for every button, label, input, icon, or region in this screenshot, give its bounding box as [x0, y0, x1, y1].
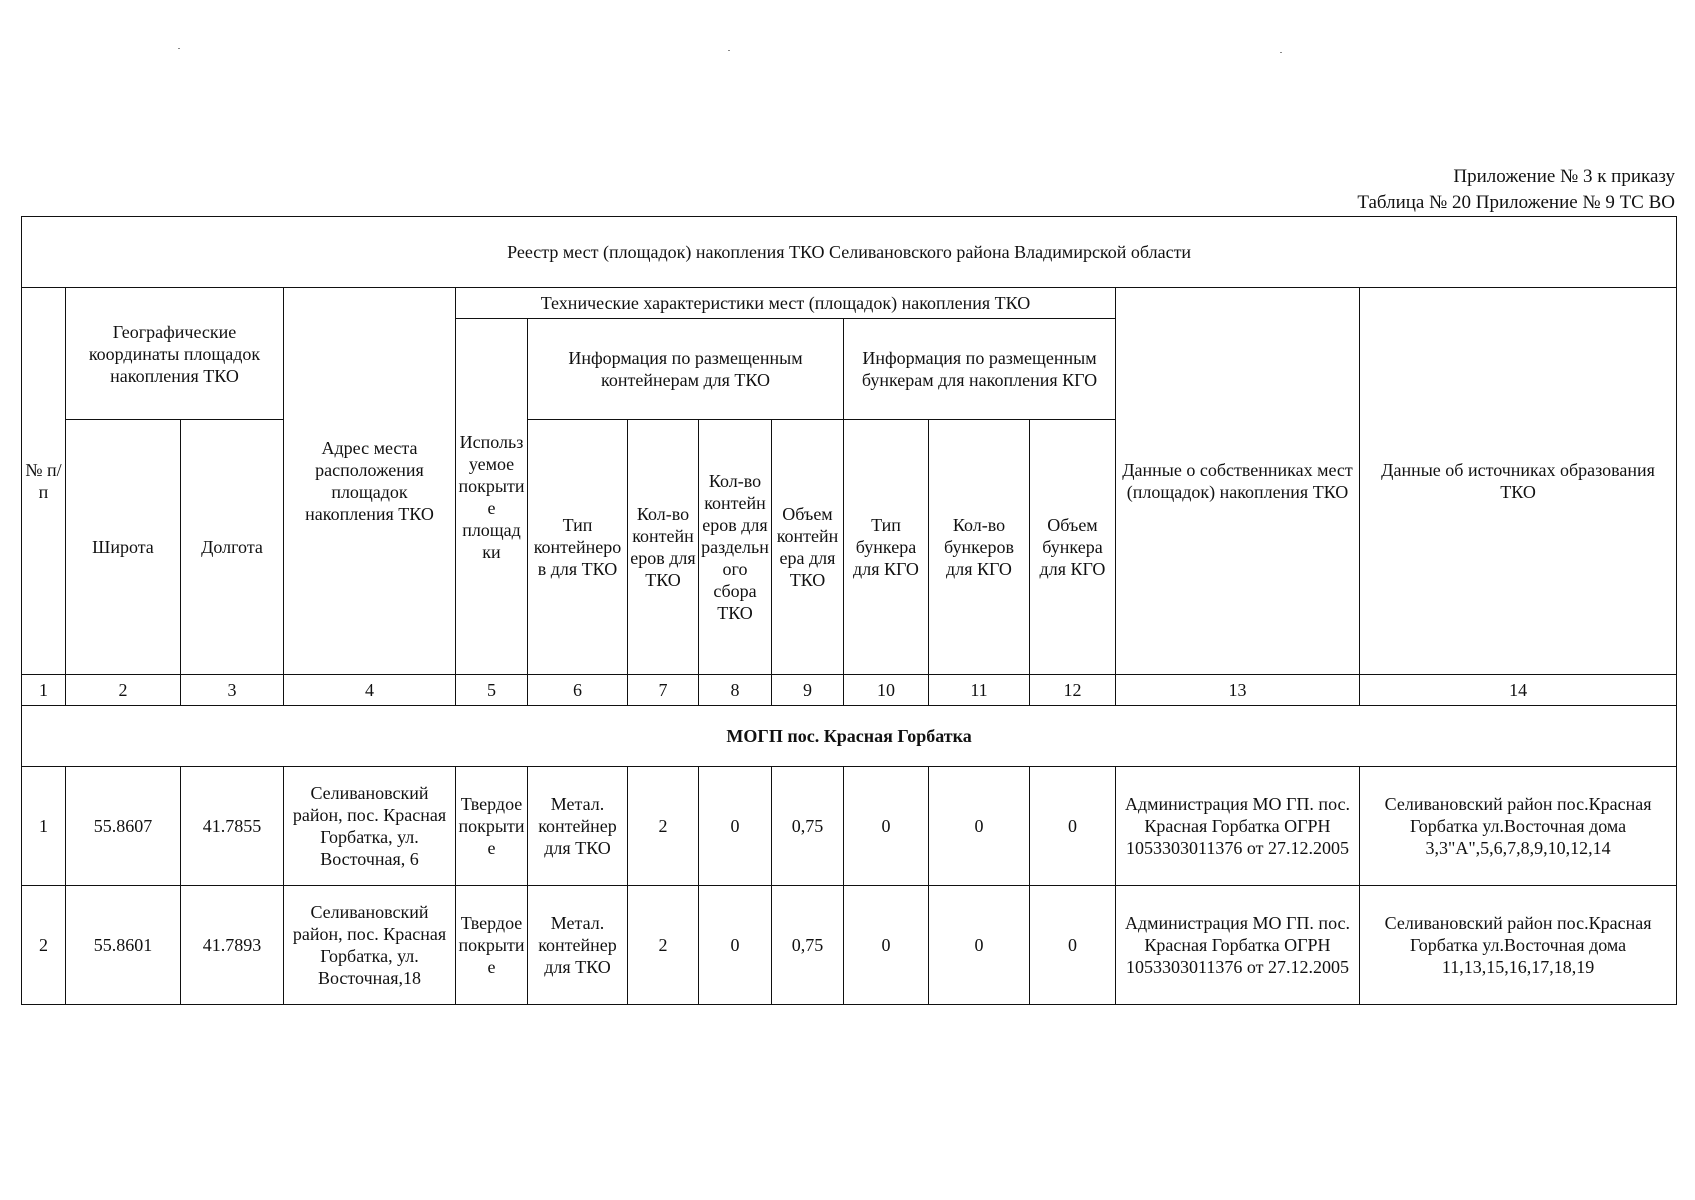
column-number: 8	[699, 675, 772, 706]
column-number: 13	[1116, 675, 1360, 706]
column-number: 3	[181, 675, 284, 706]
cell-owner: Администрация МО ГП. пос. Красная Горбатка ОГРН 1053303011376 от 27.12.2005	[1116, 886, 1360, 1005]
cell-owner: Администрация МО ГП. пос. Красная Горбатка ОГРН 1053303011376 от 27.12.2005	[1116, 767, 1360, 886]
header-surface: Используемое покрытие площадки	[456, 319, 528, 675]
column-number: 1	[22, 675, 66, 706]
header-bunker-count: Кол-во бункеров для КГО	[929, 420, 1030, 675]
cell-address: Селивановский район, пос. Красная Горбатка, ул. Восточная, 6	[284, 767, 456, 886]
header-lon: Долгота	[181, 420, 284, 675]
column-number-row	[22, 675, 1677, 706]
header-container-count: Кол-во контейнеров для ТКО	[628, 420, 699, 675]
cell-container-type: Метал. контейнер для ТКО	[528, 886, 628, 1005]
cell-bunker-type: 0	[844, 886, 929, 1005]
cell-container-volume: 0,75	[772, 767, 844, 886]
cell-lat: 55.8607	[66, 767, 181, 886]
cell-lat: 55.8601	[66, 886, 181, 1005]
cell-container-volume: 0,75	[772, 886, 844, 1005]
cell-lon: 41.7855	[181, 767, 284, 886]
cell-bunker-count: 0	[929, 767, 1030, 886]
cell-container-sep-count: 0	[699, 767, 772, 886]
cell-surface: Твердое покрытие	[456, 886, 528, 1005]
cell-surface: Твердое покрытие	[456, 767, 528, 886]
cell-no: 1	[22, 767, 66, 886]
cell-bunker-volume: 0	[1030, 886, 1116, 1005]
column-number: 9	[772, 675, 844, 706]
column-number: 10	[844, 675, 929, 706]
column-number: 4	[284, 675, 456, 706]
column-number: 11	[929, 675, 1030, 706]
scan-speck	[728, 50, 730, 51]
header-no: № п/п	[22, 288, 66, 675]
header-geo: Географические координаты площадок накопления ТКО	[66, 288, 284, 420]
table-row	[22, 886, 1677, 1005]
cell-container-sep-count: 0	[699, 886, 772, 1005]
column-number: 12	[1030, 675, 1116, 706]
cell-bunker-count: 0	[929, 886, 1030, 1005]
header-sources: Данные об источниках образования ТКО	[1360, 288, 1677, 675]
scan-speck	[1280, 52, 1282, 53]
header-owners: Данные о собственниках мест (площадок) накопления ТКО	[1116, 288, 1360, 675]
registry-table	[21, 216, 1677, 1005]
cell-address: Селивановский район, пос. Красная Горбатка, ул. Восточная,18	[284, 886, 456, 1005]
header-container-volume: Объем контейнера для ТКО	[772, 420, 844, 675]
header-lat: Широта	[66, 420, 181, 675]
cell-sources: Селивановский район пос.Красная Горбатка ул.Восточная дома 11,13,15,16,17,18,19	[1360, 886, 1677, 1005]
appendix-line-2: Таблица № 20 Приложение № 9 ТС ВО	[1357, 192, 1675, 213]
section-title: МОГП пос. Красная Горбатка	[22, 706, 1677, 767]
cell-lon: 41.7893	[181, 886, 284, 1005]
header-containers-info: Информация по размещенным контейнерам для ТКО	[528, 319, 844, 420]
appendix-note	[1357, 164, 1675, 216]
cell-no: 2	[22, 886, 66, 1005]
header-tech: Технические характеристики мест (площадок) накопления ТКО	[456, 288, 1116, 319]
appendix-line-1: Приложение № 3 к приказу	[1453, 166, 1675, 187]
header-bunker-volume: Объем бункера для КГО	[1030, 420, 1116, 675]
column-number: 6	[528, 675, 628, 706]
header-bunkers-info: Информация по размещенным бункерам для накопления КГО	[844, 319, 1116, 420]
column-number: 7	[628, 675, 699, 706]
column-number: 5	[456, 675, 528, 706]
table-title: Реестр мест (площадок) накопления ТКО Селивановского района Владимирской области	[22, 217, 1677, 288]
cell-bunker-type: 0	[844, 767, 929, 886]
header-container-type: Тип контейнеров для ТКО	[528, 420, 628, 675]
column-number: 2	[66, 675, 181, 706]
cell-container-count: 2	[628, 767, 699, 886]
cell-container-type: Метал. контейнер для ТКО	[528, 767, 628, 886]
header-container-sep-count: Кол-во контейнеров для раздельного сбора ТКО	[699, 420, 772, 675]
table-row	[22, 767, 1677, 886]
cell-bunker-volume: 0	[1030, 767, 1116, 886]
column-number: 14	[1360, 675, 1677, 706]
scan-speck	[178, 48, 180, 49]
header-address: Адрес места расположения площадок накопления ТКО	[284, 288, 456, 675]
cell-sources: Селивановский район пос.Красная Горбатка ул.Восточная дома 3,3"А",5,6,7,8,9,10,12,14	[1360, 767, 1677, 886]
cell-container-count: 2	[628, 886, 699, 1005]
header-bunker-type: Тип бункера для КГО	[844, 420, 929, 675]
